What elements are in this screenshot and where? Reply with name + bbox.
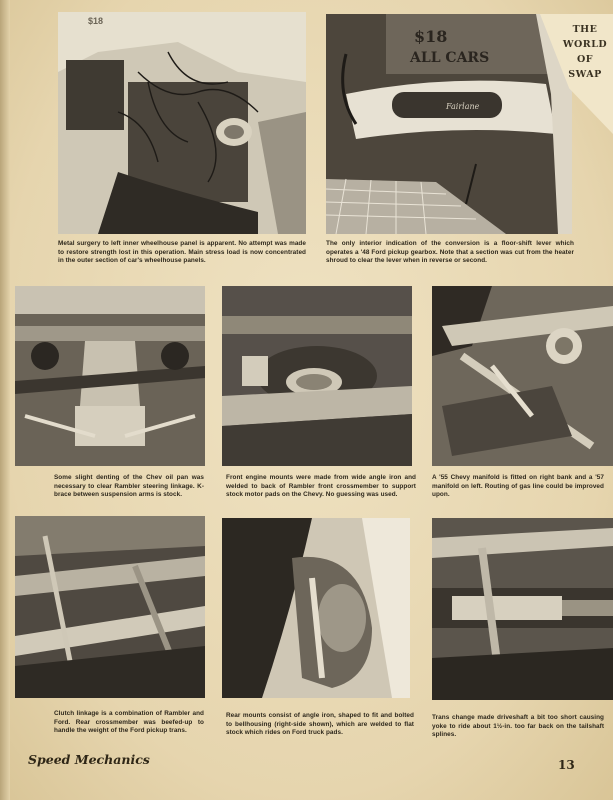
caption-clutch: Clutch linkage is a combination of Rambler and Ford. Rear crossmember was beefed-up to handle the weight of the Ford pickup trans. [54,710,204,735]
caption-engine-bay: Metal surgery to left inner wheelhouse panel is apparent. No attempt was made to restore strength lost in this operation. Main stress load is now concentrated in the outer section of car's wheelhouse panels. [58,240,306,265]
photo-interior-dash [326,14,572,234]
photo-engine-mounts [222,286,412,466]
photo-manifold [432,286,613,466]
badge-line-world: WORLD [562,39,608,50]
sign-cars-text: ALL CARS [410,50,490,66]
binding-edge [0,0,10,800]
badge-line-swap: SWAP [568,69,602,80]
caption-interior: The only interior indication of the conversion is a floor-shift lever which operates a '48 Ford pickup gearbox. Note that a section was cut from the heater shroud to clear the lever when in reverse or second. [326,240,574,265]
caption-manifold: A '55 Chevy manifold is fitted on right bank and a '57 manifold on left. Routing of gas line could be improved upon. [432,474,604,499]
badge-line-of: OF [576,54,594,65]
photo-oil-pan [15,286,205,466]
feature-badge-text [560,22,610,82]
photo-driveshaft [432,518,613,700]
caption-engine-mounts: Front engine mounts were made from wide angle iron and welded to back of Rambler front crossmember to support stock motor pads on the Chevy. No guessing was used. [226,474,416,499]
caption-oil-pan: Some slight denting of the Chev oil pan was necessary to clear Rambler steering linkage. K-brace between suspension arms is stock. [54,474,204,499]
caption-rear-mounts: Rear mounts consist of angle iron, shaped to fit and bolted to bellhousing (right-side shown), which are welded to flat stock which rides on Ford truck pads. [226,712,414,737]
badge-line-the: THE [572,24,598,35]
photo-clutch-linkage [15,516,205,698]
page-number: 13 [558,758,575,772]
dash-emblem-text: Fairlane [446,102,480,111]
magazine-title: Speed Mechanics [28,752,150,767]
caption-driveshaft: Trans change made driveshaft a bit too short causing yoke to ride about 1½-in. too far back on the tailshaft splines. [432,714,604,739]
photo-sign-text: $18 [88,16,104,26]
photo-engine-bay [58,12,306,234]
sign-price-text: $18 [414,27,448,46]
photo-rear-mounts [222,518,410,698]
